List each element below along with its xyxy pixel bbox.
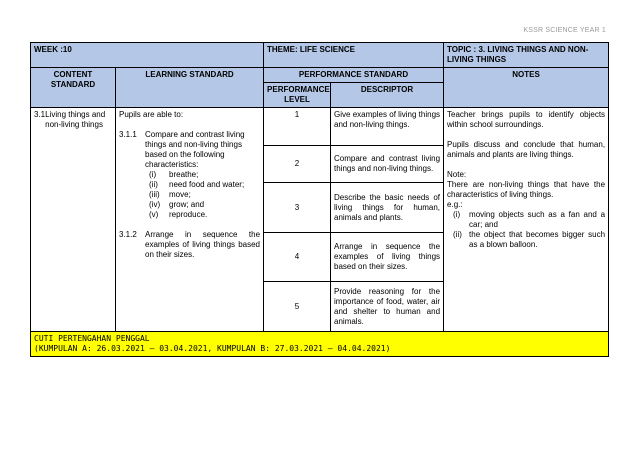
content-standard-header: CONTENT STANDARD: [31, 68, 116, 108]
learning-standard-cell: [116, 108, 264, 332]
descriptor-cell: Give examples of living things and non-living things.: [331, 108, 444, 146]
notes-cell: [444, 108, 609, 332]
list-item: (ii) need food and water;: [149, 180, 245, 189]
standard-code-1: 3.1.1: [119, 130, 137, 139]
descriptor-cell: Arrange in sequence the examples of living things based on their sizes.: [331, 233, 444, 282]
notes-eg-label: e.g.:: [447, 200, 463, 209]
notes-label: Note:: [447, 170, 467, 179]
content-standard-cell: [31, 108, 116, 332]
level-cell: 1: [264, 108, 331, 146]
level-cell: 2: [264, 146, 331, 183]
performance-level-header: PERFORMANCE LEVEL: [264, 83, 331, 108]
learning-intro: Pupils are able to:: [119, 110, 184, 119]
list-item: (iv) grow; and: [149, 200, 205, 209]
notes-paragraph-3: There are non-living things that have the characteristics of living things.: [447, 180, 606, 199]
notes-header: NOTES: [444, 68, 609, 108]
lesson-plan-table: [30, 42, 609, 357]
descriptor-cell: Describe the basic needs of living things for human, animals and plants.: [331, 183, 444, 233]
list-item: (i) breathe;: [149, 170, 199, 179]
week-cell: WEEK :10: [31, 43, 264, 68]
notes-paragraph-1: Teacher brings pupils to identify objects within school surroundings.: [447, 110, 606, 129]
list-item: (iii) move;: [149, 190, 191, 199]
list-item: (i) moving objects such as a fan and a car; and: [453, 210, 606, 229]
holiday-dates: (KUMPULAN A: 26.03.2021 – 03.04.2021, KUMPULAN B: 27.03.2021 – 04.04.2021): [34, 344, 391, 353]
top-row: [31, 43, 609, 68]
standard-text-1: Compare and contrast living things and non-living things based on the following characteristics:: [145, 130, 245, 169]
table-row: [31, 108, 609, 146]
standard-text-2: Arrange in sequence the examples of living things based on their sizes.: [145, 230, 261, 259]
holiday-title: CUTI PERTENGAHAN PENGGAL: [34, 334, 150, 343]
topic-cell: TOPIC : 3. LIVING THINGS AND NON-LIVING THINGS: [444, 43, 609, 68]
learning-standard-header: LEARNING STANDARD: [116, 68, 264, 108]
level-cell: 5: [264, 282, 331, 332]
list-item: (ii) the object that becomes bigger such as a blown balloon.: [453, 230, 606, 249]
theme-cell: THEME: LIFE SCIENCE: [264, 43, 444, 68]
standard-code-2: 3.1.2: [119, 230, 137, 239]
list-item: (v) reproduce.: [149, 210, 208, 219]
level-cell: 4: [264, 233, 331, 282]
holiday-note: [31, 332, 609, 357]
notes-paragraph-2: Pupils discuss and conclude that human, animals and plants are living things.: [447, 140, 606, 159]
descriptor-cell: Compare and contrast living things and non-living things.: [331, 146, 444, 183]
level-cell: 3: [264, 183, 331, 233]
descriptor-header: DESCRIPTOR: [331, 83, 444, 108]
footer-row: [31, 332, 609, 357]
performance-standard-header: PERFORMANCE STANDARD: [264, 68, 444, 83]
content-code: 3.1: [34, 110, 46, 119]
content-text: Living things and non-living things: [45, 110, 106, 129]
descriptor-cell: Provide reasoning for the importance of food, water, air and shelter to human and animals.: [331, 282, 444, 332]
header-note: KSSR SCIENCE YEAR 1: [523, 27, 606, 34]
header-row-1: [31, 68, 609, 83]
